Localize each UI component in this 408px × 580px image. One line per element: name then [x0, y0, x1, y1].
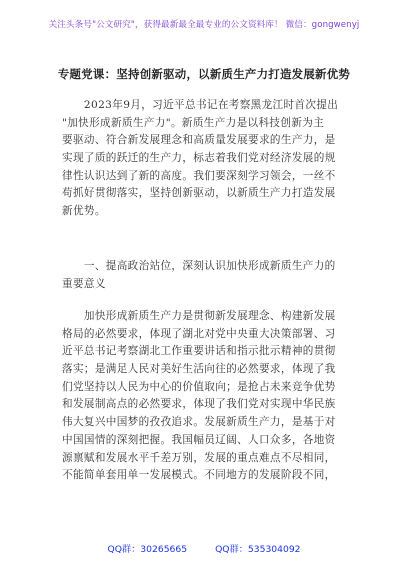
paragraph-line: 们党坚持以人民为中心的价值取向；是抢占未来竞争优势 — [62, 380, 336, 393]
paragraph-line: 新优势。 — [62, 205, 106, 218]
section-heading — [62, 258, 354, 293]
heading-line: 重要意义 — [62, 277, 106, 290]
paragraph-line: 和发展制高点的必然要求，体现了我们党对实现中华民族 — [62, 398, 336, 411]
paragraph-body — [62, 308, 354, 485]
paragraph-line: 格局的必然要求，体现了湖北对党中央重大决策部署、习 — [62, 327, 336, 340]
paragraph-intro — [62, 97, 354, 221]
header-banner[interactable]: 关注头条号"公文研究"，获得最新最全最专业的公文资料库！ 微信：gongwenyj — [48, 20, 360, 30]
footer-qq-group-1[interactable]: QQ群：30265665 — [107, 544, 188, 555]
footer-contacts — [0, 541, 408, 555]
paragraph-line: 要驱动、符合新发展理念和高质量发展要求的生产力，是 — [62, 134, 336, 147]
paragraph-line: 伟大复兴中国梦的孜孜追求。发展新质生产力，是基于对 — [62, 416, 336, 429]
paragraph-line: 源禀赋和发展水平千差万别，发展的重点难点不尽相同， — [62, 451, 336, 464]
paragraph-line: 近平总书记考察湖北工作重要讲话和指示批示精神的贯彻 — [62, 345, 336, 358]
footer-qq-group-2[interactable]: QQ群：535304092 — [215, 544, 301, 555]
document-title: 专题党课：坚持创新驱动，以新质生产力打造发展新优势 — [57, 67, 351, 81]
paragraph-line: 实现了质的跃迁的生产力，标志着我们党对经济发展的规 — [62, 152, 336, 165]
paragraph-line: 加快形成新质生产力是贯彻新发展理念、构建新发展 — [62, 310, 336, 322]
paragraph-line: 律性认识达到了新的高度。我们要深刻学习领会，一丝不 — [62, 169, 336, 182]
paragraph-line: 苟抓好贯彻落实，坚持创新驱动，以新质生产力打造发展 — [62, 187, 336, 200]
paragraph-line: 中国国情的深刻把握。我国幅员辽阔、人口众多，各地资 — [62, 433, 336, 446]
paragraph-line: 2023年9月，习近平总书记在考察黑龙江时首次提出 — [62, 99, 339, 111]
paragraph-line: "加快形成新质生产力"。新质生产力是以科技创新为主 — [62, 116, 325, 129]
paragraph-line: 落实；是满足人民对美好生活向往的必然要求，体现了我 — [62, 363, 336, 376]
paragraph-line: 不能简单套用单一发展模式。不同地方的发展阶段不同， — [62, 469, 336, 482]
heading-line: 一、提高政治站位，深刻认识加快形成新质生产力的 — [62, 260, 336, 272]
